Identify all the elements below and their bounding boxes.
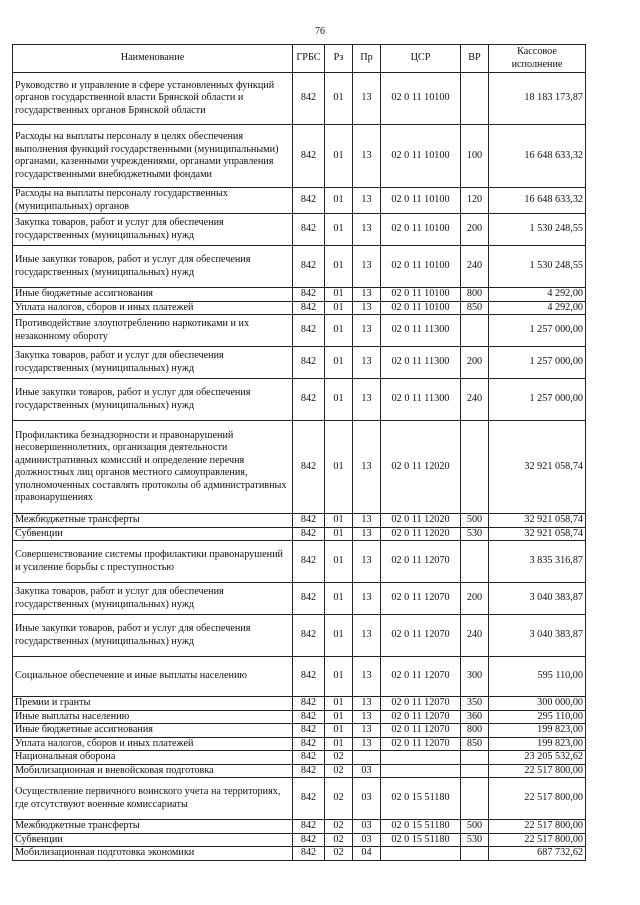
header-vr: ВР — [461, 45, 489, 73]
cell-vr: 200 — [461, 583, 489, 615]
cell-pr: 13 — [353, 657, 381, 697]
table-row — [13, 214, 586, 246]
cell-vr: 850 — [461, 737, 489, 751]
cell-pr: 13 — [353, 541, 381, 583]
cell-grbs: 842 — [293, 820, 325, 834]
cell-rz: 01 — [325, 125, 353, 188]
cell-pr: 13 — [353, 737, 381, 751]
cell-amount: 3 040 383,87 — [489, 615, 586, 657]
table-row — [13, 737, 586, 751]
cell-csr: 02 0 11 12070 — [381, 615, 461, 657]
cell-grbs: 842 — [293, 347, 325, 379]
cell-csr: 02 0 11 12020 — [381, 514, 461, 528]
cell-amount: 1 530 248,55 — [489, 246, 586, 288]
table-row — [13, 315, 586, 347]
cell-rz: 01 — [325, 421, 353, 514]
cell-pr: 04 — [353, 847, 381, 861]
cell-pr: 13 — [353, 697, 381, 711]
cell-vr: 300 — [461, 657, 489, 697]
cell-rz: 01 — [325, 527, 353, 541]
table-row — [13, 527, 586, 541]
cell-csr: 02 0 11 10100 — [381, 246, 461, 288]
cell-amount: 32 921 058,74 — [489, 421, 586, 514]
cell-name: Уплата налогов, сборов и иных платежей — [13, 301, 293, 315]
cell-grbs: 842 — [293, 710, 325, 724]
cell-pr: 03 — [353, 833, 381, 847]
table-row — [13, 724, 586, 738]
cell-name: Социальное обеспечение и иные выплаты населению — [13, 657, 293, 697]
cell-vr: 530 — [461, 527, 489, 541]
cell-csr: 02 0 11 11300 — [381, 315, 461, 347]
cell-csr: 02 0 11 11300 — [381, 347, 461, 379]
cell-grbs: 842 — [293, 514, 325, 528]
cell-rz: 01 — [325, 379, 353, 421]
table-row — [13, 615, 586, 657]
cell-vr: 240 — [461, 246, 489, 288]
cell-name: Расходы на выплаты персоналу в целях обеспечения выполнения функций государственными (муниципальными) органами, казенными учреждениями, органами управления государственными внебюджетными фондами — [13, 125, 293, 188]
cell-grbs: 842 — [293, 527, 325, 541]
cell-vr — [461, 541, 489, 583]
cell-pr: 13 — [353, 73, 381, 125]
table-row — [13, 188, 586, 214]
table-row — [13, 778, 586, 820]
cell-vr — [461, 421, 489, 514]
cell-amount: 300 000,00 — [489, 697, 586, 711]
cell-name: Иные закупки товаров, работ и услуг для обеспечения государственных (муниципальных) нужд — [13, 615, 293, 657]
cell-csr: 02 0 11 10100 — [381, 214, 461, 246]
cell-vr: 200 — [461, 214, 489, 246]
cell-csr — [381, 847, 461, 861]
cell-pr: 13 — [353, 347, 381, 379]
cell-vr: 120 — [461, 188, 489, 214]
cell-rz: 01 — [325, 724, 353, 738]
header-csr: ЦСР — [381, 45, 461, 73]
cell-csr: 02 0 11 12020 — [381, 421, 461, 514]
header-rz: Рз — [325, 45, 353, 73]
cell-csr: 02 0 11 12070 — [381, 724, 461, 738]
table-row — [13, 73, 586, 125]
table-row — [13, 514, 586, 528]
cell-rz: 01 — [325, 347, 353, 379]
cell-amount: 199 823,00 — [489, 737, 586, 751]
table-row — [13, 421, 586, 514]
cell-grbs: 842 — [293, 188, 325, 214]
cell-pr: 03 — [353, 820, 381, 834]
table-row — [13, 246, 586, 288]
cell-name: Межбюджетные трансферты — [13, 820, 293, 834]
cell-amount: 16 648 633,32 — [489, 188, 586, 214]
cell-name: Уплата налогов, сборов и иных платежей — [13, 737, 293, 751]
cell-rz: 02 — [325, 764, 353, 778]
cell-pr: 13 — [353, 421, 381, 514]
cell-pr: 13 — [353, 514, 381, 528]
header-name: Наименование — [13, 45, 293, 73]
cell-csr: 02 0 15 51180 — [381, 820, 461, 834]
cell-pr: 13 — [353, 583, 381, 615]
cell-pr: 13 — [353, 188, 381, 214]
cell-grbs: 842 — [293, 657, 325, 697]
cell-csr: 02 0 11 12020 — [381, 527, 461, 541]
cell-rz: 01 — [325, 188, 353, 214]
cell-amount: 687 732,62 — [489, 847, 586, 861]
cell-rz: 01 — [325, 541, 353, 583]
cell-pr: 13 — [353, 615, 381, 657]
cell-grbs: 842 — [293, 541, 325, 583]
cell-amount: 16 648 633,32 — [489, 125, 586, 188]
cell-name: Премии и гранты — [13, 697, 293, 711]
cell-name: Субвенции — [13, 833, 293, 847]
cell-rz: 01 — [325, 73, 353, 125]
cell-grbs: 842 — [293, 214, 325, 246]
cell-amount: 22 517 800,00 — [489, 820, 586, 834]
cell-grbs: 842 — [293, 847, 325, 861]
cell-amount: 199 823,00 — [489, 724, 586, 738]
cell-name: Осуществление первичного воинского учета на территориях, где отсутствуют военные комиссариаты — [13, 778, 293, 820]
cell-name: Национальная оборона — [13, 751, 293, 765]
cell-grbs: 842 — [293, 737, 325, 751]
cell-rz: 01 — [325, 288, 353, 302]
table-row — [13, 820, 586, 834]
cell-amount: 595 110,00 — [489, 657, 586, 697]
cell-vr — [461, 847, 489, 861]
cell-rz: 01 — [325, 657, 353, 697]
table-row — [13, 657, 586, 697]
cell-vr: 800 — [461, 288, 489, 302]
cell-vr — [461, 764, 489, 778]
cell-grbs: 842 — [293, 315, 325, 347]
cell-name: Иные закупки товаров, работ и услуг для обеспечения государственных (муниципальных) нужд — [13, 379, 293, 421]
cell-amount: 4 292,00 — [489, 288, 586, 302]
cell-pr: 13 — [353, 125, 381, 188]
cell-csr: 02 0 11 10100 — [381, 188, 461, 214]
cell-name: Иные выплаты населению — [13, 710, 293, 724]
cell-grbs: 842 — [293, 751, 325, 765]
cell-vr: 100 — [461, 125, 489, 188]
cell-name: Межбюджетные трансферты — [13, 514, 293, 528]
cell-rz: 02 — [325, 778, 353, 820]
cell-name: Иные бюджетные ассигнования — [13, 288, 293, 302]
cell-grbs: 842 — [293, 697, 325, 711]
cell-pr: 13 — [353, 301, 381, 315]
cell-rz: 01 — [325, 301, 353, 315]
table-header-row — [13, 45, 586, 73]
cell-rz: 01 — [325, 214, 353, 246]
cell-rz: 02 — [325, 847, 353, 861]
cell-name: Закупка товаров, работ и услуг для обеспечения государственных (муниципальных) нужд — [13, 347, 293, 379]
cell-vr: 240 — [461, 379, 489, 421]
cell-pr: 13 — [353, 246, 381, 288]
table-row — [13, 583, 586, 615]
cell-amount: 1 257 000,00 — [489, 347, 586, 379]
cell-amount: 32 921 058,74 — [489, 514, 586, 528]
cell-name: Профилактика безнадзорности и правонарушений несовершеннолетних, организация деятельности административных комиссий и определение перечня должностных лиц органов местного самоуправления, уполномоченных составлять протоколы об административных правонарушениях — [13, 421, 293, 514]
cell-amount: 22 517 800,00 — [489, 778, 586, 820]
cell-pr: 13 — [353, 724, 381, 738]
cell-grbs: 842 — [293, 583, 325, 615]
table-row — [13, 751, 586, 765]
cell-grbs: 842 — [293, 301, 325, 315]
cell-grbs: 842 — [293, 379, 325, 421]
table-row — [13, 301, 586, 315]
cell-name: Иные закупки товаров, работ и услуг для обеспечения государственных (муниципальных) нужд — [13, 246, 293, 288]
cell-vr: 360 — [461, 710, 489, 724]
cell-grbs: 842 — [293, 778, 325, 820]
cell-name: Совершенствование системы профилактики правонарушений и усиление борьбы с преступностью — [13, 541, 293, 583]
table-row — [13, 541, 586, 583]
header-grbs: ГРБС — [293, 45, 325, 73]
cell-csr: 02 0 11 10100 — [381, 288, 461, 302]
cell-name: Мобилизационная и вневойсковая подготовка — [13, 764, 293, 778]
cell-vr — [461, 73, 489, 125]
cell-rz: 01 — [325, 315, 353, 347]
cell-rz: 01 — [325, 514, 353, 528]
cell-name: Иные бюджетные ассигнования — [13, 724, 293, 738]
cell-csr: 02 0 11 12070 — [381, 541, 461, 583]
cell-name: Закупка товаров, работ и услуг для обеспечения государственных (муниципальных) нужд — [13, 583, 293, 615]
table-row — [13, 764, 586, 778]
cell-grbs: 842 — [293, 73, 325, 125]
cell-grbs: 842 — [293, 288, 325, 302]
header-pr: Пр — [353, 45, 381, 73]
table-row — [13, 847, 586, 861]
cell-csr: 02 0 11 11300 — [381, 379, 461, 421]
cell-pr: 03 — [353, 764, 381, 778]
cell-vr — [461, 778, 489, 820]
cell-amount: 32 921 058,74 — [489, 527, 586, 541]
cell-rz: 02 — [325, 833, 353, 847]
cell-csr: 02 0 11 12070 — [381, 697, 461, 711]
table-row — [13, 710, 586, 724]
cell-amount: 1 530 248,55 — [489, 214, 586, 246]
cell-csr: 02 0 15 51180 — [381, 833, 461, 847]
cell-vr: 850 — [461, 301, 489, 315]
cell-pr: 13 — [353, 288, 381, 302]
cell-rz: 01 — [325, 583, 353, 615]
cell-amount: 18 183 173,87 — [489, 73, 586, 125]
cell-rz: 01 — [325, 697, 353, 711]
cell-vr: 530 — [461, 833, 489, 847]
table-row — [13, 833, 586, 847]
cell-amount: 23 205 532,62 — [489, 751, 586, 765]
cell-amount: 22 517 800,00 — [489, 764, 586, 778]
cell-grbs: 842 — [293, 125, 325, 188]
cell-grbs: 842 — [293, 833, 325, 847]
cell-pr: 13 — [353, 710, 381, 724]
cell-csr: 02 0 11 12070 — [381, 657, 461, 697]
cell-pr: 13 — [353, 379, 381, 421]
cell-name: Субвенции — [13, 527, 293, 541]
cell-rz: 01 — [325, 615, 353, 657]
cell-amount: 1 257 000,00 — [489, 315, 586, 347]
cell-vr: 200 — [461, 347, 489, 379]
cell-vr: 240 — [461, 615, 489, 657]
cell-pr — [353, 751, 381, 765]
cell-vr: 500 — [461, 820, 489, 834]
cell-pr: 13 — [353, 214, 381, 246]
cell-name: Мобилизационная подготовка экономики — [13, 847, 293, 861]
table-row — [13, 125, 586, 188]
page-number: 76 — [315, 26, 325, 37]
cell-pr: 03 — [353, 778, 381, 820]
cell-amount: 4 292,00 — [489, 301, 586, 315]
cell-amount: 22 517 800,00 — [489, 833, 586, 847]
cell-pr: 13 — [353, 315, 381, 347]
cell-pr: 13 — [353, 527, 381, 541]
cell-vr: 800 — [461, 724, 489, 738]
cell-csr — [381, 751, 461, 765]
cell-csr: 02 0 11 10100 — [381, 125, 461, 188]
cell-rz: 02 — [325, 751, 353, 765]
table-row — [13, 697, 586, 711]
cell-csr: 02 0 11 12070 — [381, 583, 461, 615]
cell-amount: 3 835 316,87 — [489, 541, 586, 583]
cell-amount: 295 110,00 — [489, 710, 586, 724]
table-row — [13, 379, 586, 421]
cell-name: Противодействие злоупотреблению наркотиками и их незаконному обороту — [13, 315, 293, 347]
cell-grbs: 842 — [293, 246, 325, 288]
cell-rz: 01 — [325, 710, 353, 724]
cell-name: Закупка товаров, работ и услуг для обеспечения государственных (муниципальных) нужд — [13, 214, 293, 246]
cell-rz: 01 — [325, 737, 353, 751]
cell-vr: 350 — [461, 697, 489, 711]
cell-name: Руководство и управление в сфере установленных функций органов государственной власти Брянской области и государственных органов Брянской области — [13, 73, 293, 125]
cell-grbs: 842 — [293, 421, 325, 514]
cell-amount: 3 040 383,87 — [489, 583, 586, 615]
table-row — [13, 288, 586, 302]
cell-grbs: 842 — [293, 764, 325, 778]
cell-csr: 02 0 11 10100 — [381, 301, 461, 315]
cell-rz: 02 — [325, 820, 353, 834]
cell-csr: 02 0 11 12070 — [381, 737, 461, 751]
cell-rz: 01 — [325, 246, 353, 288]
cell-csr: 02 0 11 12070 — [381, 710, 461, 724]
cell-csr — [381, 764, 461, 778]
cell-csr: 02 0 15 51180 — [381, 778, 461, 820]
cell-vr — [461, 315, 489, 347]
budget-table — [12, 44, 586, 861]
cell-vr: 500 — [461, 514, 489, 528]
cell-amount: 1 257 000,00 — [489, 379, 586, 421]
header-amount: Кассовое исполнение — [489, 45, 586, 73]
cell-csr: 02 0 11 10100 — [381, 73, 461, 125]
cell-grbs: 842 — [293, 615, 325, 657]
cell-grbs: 842 — [293, 724, 325, 738]
cell-name: Расходы на выплаты персоналу государственных (муниципальных) органов — [13, 188, 293, 214]
table-row — [13, 347, 586, 379]
cell-vr — [461, 751, 489, 765]
